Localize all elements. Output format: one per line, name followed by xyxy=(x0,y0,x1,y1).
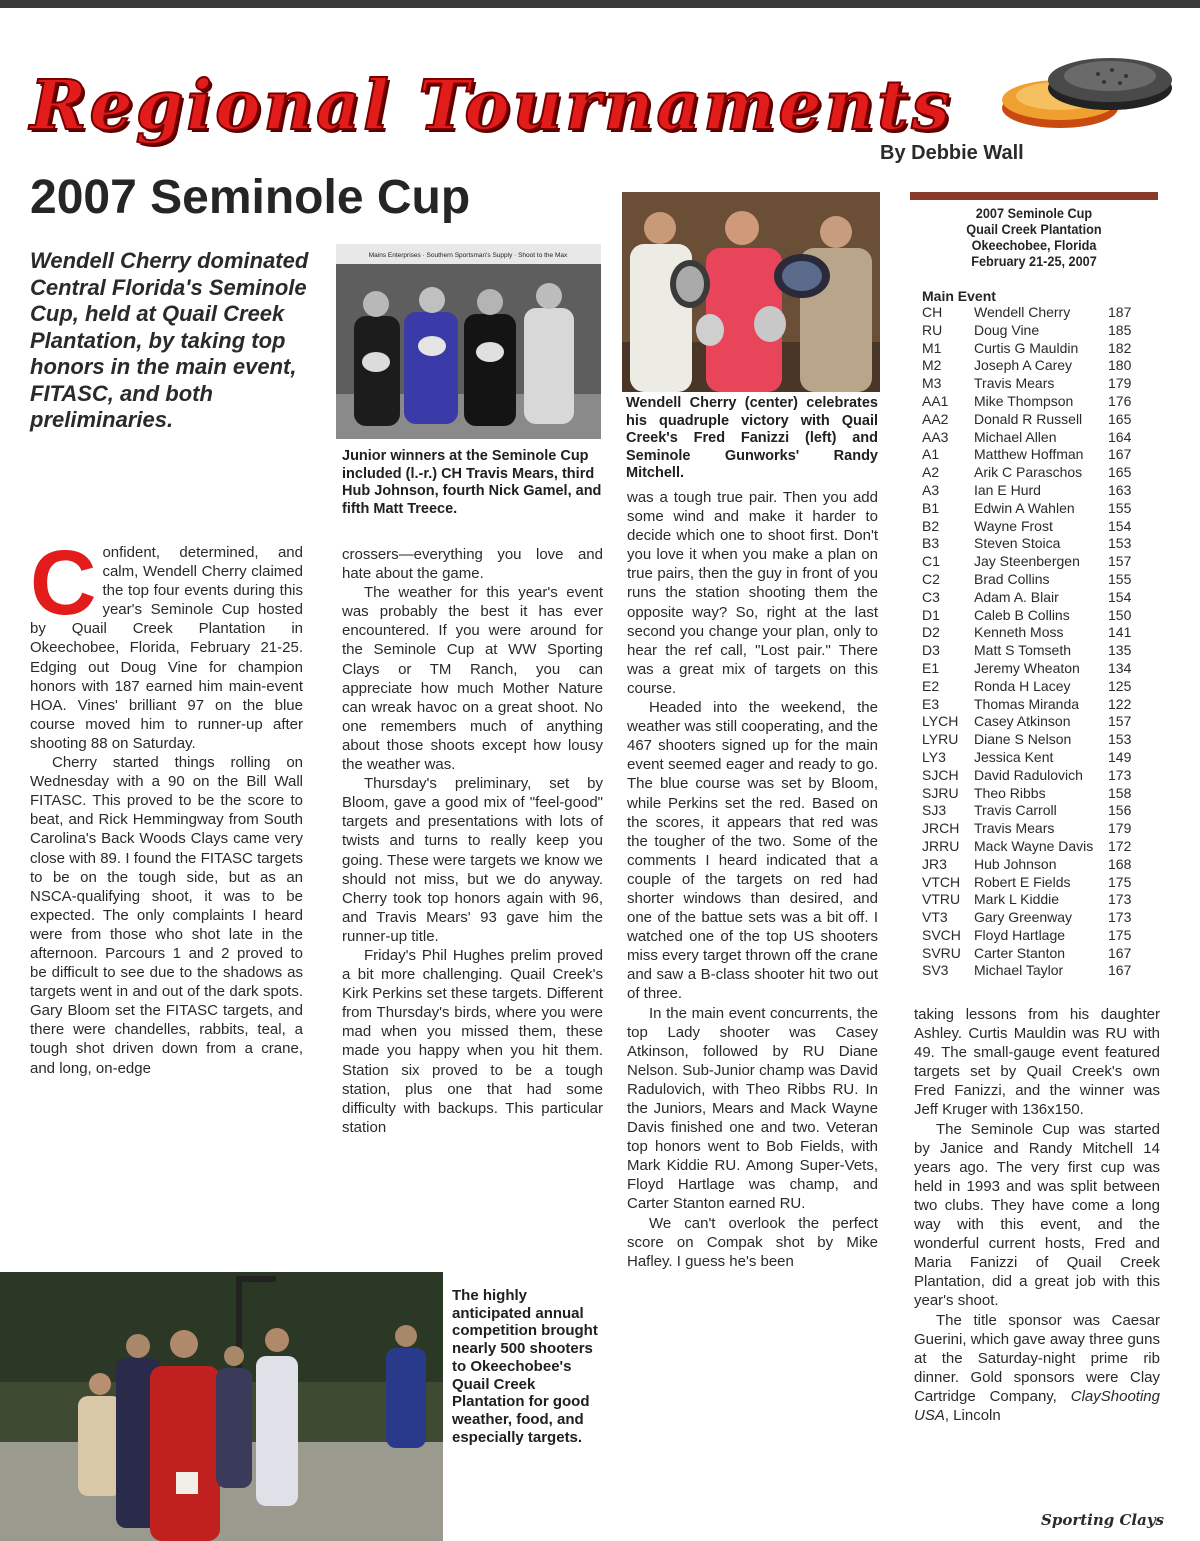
result-score: 168 xyxy=(1108,855,1132,872)
article-column-2 xyxy=(342,545,603,1137)
result-code: B2 xyxy=(922,517,940,534)
result-row xyxy=(922,802,1148,820)
result-name: Diane S Nelson xyxy=(974,731,1072,748)
result-row xyxy=(922,553,1148,571)
result-score: 173 xyxy=(1108,766,1132,783)
cherry-trophy-caption: Wendell Cherry (center) celebrates his quadruple victory with Quail Creek's Fred Fanizzi (left) and Seminole Gunworks' Randy Mitchell. xyxy=(626,395,878,481)
result-row xyxy=(922,589,1148,607)
result-code: E2 xyxy=(922,677,940,694)
result-name: Ian E Hurd xyxy=(974,481,1041,498)
article-headline: 2007 Seminole Cup xyxy=(30,171,471,224)
result-name: Mike Thompson xyxy=(974,392,1074,409)
result-row xyxy=(922,429,1148,447)
result-score: 153 xyxy=(1108,731,1132,748)
result-code: JRRU xyxy=(922,837,960,854)
result-code: M3 xyxy=(922,375,942,392)
article-paragraph: was a tough true pair. Then you add some wind and make it harder to decide which one to shoot first. Don't you love it when you make a plan on true pairs, then the guy in front of you runs the station shooting them the opposite way? So, right at the last second you change your plan, only to hear the ref call, "Lost pair." There was a great mix of targets on this course. xyxy=(627,489,878,697)
clay-targets-icon xyxy=(990,30,1180,140)
result-code: C2 xyxy=(922,570,940,587)
result-row xyxy=(922,785,1148,803)
result-row xyxy=(922,535,1148,553)
article-paragraph: The title sponsor was Caesar Guerini, which gave away three guns at the Saturday-night prime rib dinner. Gold sponsors were Clay Cartridge Company, ClayShooting USA, Lincoln xyxy=(914,1311,1160,1424)
result-score: 180 xyxy=(1108,357,1132,374)
result-code: E3 xyxy=(922,695,940,712)
section-masthead: Regional Tournaments xyxy=(30,66,953,146)
result-name: Hub Johnson xyxy=(974,855,1057,872)
result-score: 167 xyxy=(1108,446,1132,463)
result-code: AA1 xyxy=(922,392,949,409)
result-name: Jeremy Wheaton xyxy=(974,659,1080,676)
magazine-footer: Sporting Clays xyxy=(1041,1511,1164,1529)
result-code: SVRU xyxy=(922,944,961,961)
result-name: Arik C Paraschos xyxy=(974,464,1083,481)
article-paragraph: The weather for this year's event was probably the best it has ever encountered. If you were around for the Seminole Cup at WW Sporting Clays or TM Ranch, you can appreciate how much Mother Nature can wreak havoc on a great shoot. No one remembers much of anything about those shoots except how lousy the weather was. xyxy=(342,584,603,774)
article-column-1 xyxy=(30,532,303,1078)
result-name: Mark L Kiddie xyxy=(974,891,1060,908)
result-score: 185 xyxy=(1108,321,1132,338)
result-code: VTRU xyxy=(922,891,961,908)
result-score: 163 xyxy=(1108,481,1132,498)
result-row xyxy=(922,464,1148,482)
result-code: AA3 xyxy=(922,428,949,445)
result-row xyxy=(922,678,1148,696)
result-code: E1 xyxy=(922,659,940,676)
result-row xyxy=(922,340,1148,358)
result-row xyxy=(922,446,1148,464)
result-score: 149 xyxy=(1108,748,1132,765)
result-row xyxy=(922,838,1148,856)
result-score: 125 xyxy=(1108,677,1132,694)
result-row xyxy=(922,357,1148,375)
result-row xyxy=(922,909,1148,927)
result-score: 167 xyxy=(1108,962,1132,979)
result-name: Jessica Kent xyxy=(974,748,1054,765)
crowd-caption: The highly anticipated annual competition brought nearly 500 shooters to Okeechobee's Quail Creek Plantation for good weather, food, and especially targets. xyxy=(452,1287,598,1446)
result-name: Robert E Fields xyxy=(974,873,1071,890)
article-paragraph: Friday's Phil Hughes prelim proved a bit more challenging. Quail Creek's Kirk Perkins set these targets. Different from Thursday's birds, where you were mad when you missed them, these made you happy when you hit them. Station six proved to be a tough station, plus one that had some difficulty with backups. This particular station xyxy=(342,946,603,1136)
result-score: 154 xyxy=(1108,588,1132,605)
result-code: JR3 xyxy=(922,855,947,872)
result-name: Kenneth Moss xyxy=(974,624,1064,641)
result-row xyxy=(922,927,1148,945)
result-name: Casey Atkinson xyxy=(974,713,1071,730)
result-row xyxy=(922,322,1148,340)
result-score: 150 xyxy=(1108,606,1132,623)
junior-winners-photo xyxy=(336,244,601,439)
result-row xyxy=(922,518,1148,536)
result-score: 165 xyxy=(1108,464,1132,481)
shooters-crowd-photo xyxy=(0,1272,443,1541)
result-row xyxy=(922,820,1148,838)
result-code: SVCH xyxy=(922,926,961,943)
junior-winners-caption: Junior winners at the Seminole Cup included (l.-r.) CH Travis Mears, third Hub Johnson, fourth Nick Gamel, and fifth Matt Treece. xyxy=(342,448,602,517)
result-name: Caleb B Collins xyxy=(974,606,1070,623)
result-code: C3 xyxy=(922,588,940,605)
article-paragraph: Cherry started things rolling on Wednesday with a 90 on the Bill Wall FITASC. This proved to be the score to beat, and Rick Hemmingway from South Carolina's Back Woods Clays came very close with 89. I found the FITASC targets to be on the tough side, but as an NSCA-qualifying shoot, it was to be expected. The only complaints I heard were from those who shot late in the afternoon. Parcours 1 and 2 proved to be difficult to see due to the shadows as targets went in and out of the dark spots. Gary Bloom set the FITASC targets, and there were chandelles, rabbits, teal, a tough shot driven down from a crane, and long, on-edge xyxy=(30,754,303,1077)
result-code: SJ3 xyxy=(922,802,947,819)
article-deck: Wendell Cherry dominated Central Florida's Seminole Cup, held at Quail Creek Plantation, by taking top honors in the main event, FITASC, and both preliminaries. xyxy=(30,248,309,432)
results-sidebar xyxy=(910,192,1158,980)
result-score: 173 xyxy=(1108,891,1132,908)
result-name: Steven Stoica xyxy=(974,535,1061,552)
result-score: 164 xyxy=(1108,428,1132,445)
result-code: LY3 xyxy=(922,748,946,765)
result-row xyxy=(922,945,1148,963)
result-code: SJRU xyxy=(922,784,959,801)
result-row xyxy=(922,696,1148,714)
result-score: 155 xyxy=(1108,570,1132,587)
result-row xyxy=(922,304,1148,322)
result-name: Curtis G Mauldin xyxy=(974,339,1079,356)
result-score: 122 xyxy=(1108,695,1132,712)
result-row xyxy=(922,500,1148,518)
sidebar-top-rule xyxy=(910,192,1158,200)
result-name: Adam A. Blair xyxy=(974,588,1059,605)
result-name: Edwin A Wahlen xyxy=(974,499,1075,516)
result-row xyxy=(922,482,1148,500)
result-code: VT3 xyxy=(922,909,948,926)
result-code: LYRU xyxy=(922,731,959,748)
article-paragraph: Headed into the weekend, the weather was still cooperating, and the 467 shooters signed up for the main event seemed eager and ready to go. The blue course was set by Bloom, while Perkins set the red. Based on the scores, it appears that red was the tougher of the two. Some of the comments I heard indicated that a couple of the targets on red had shorter windows than desired, and one of the battue sets was a bit off. I watched one of the top US shooters miss every target thrown off the crane and saw a B-class shooter hit two out of three. xyxy=(627,699,878,1003)
result-row xyxy=(922,891,1148,909)
result-score: 165 xyxy=(1108,410,1132,427)
article-column-4 xyxy=(914,1005,1160,1425)
photo-banner-text: Mains Enterprises · Southern Sportsman's Supply · Shoot to the Max xyxy=(368,252,568,259)
result-score: 157 xyxy=(1108,713,1132,730)
result-code: A2 xyxy=(922,464,940,481)
result-code: A3 xyxy=(922,481,940,498)
result-score: 157 xyxy=(1108,553,1132,570)
result-name: David Radulovich xyxy=(974,766,1083,783)
result-name: Matt S Tomseth xyxy=(974,642,1072,659)
result-score: 182 xyxy=(1108,339,1132,356)
result-row xyxy=(922,411,1148,429)
result-score: 156 xyxy=(1108,802,1132,819)
result-row xyxy=(922,962,1148,980)
result-name: Travis Mears xyxy=(974,820,1055,837)
result-name: Gary Greenway xyxy=(974,909,1073,926)
article-paragraph: Confident, determined, and calm, Wendell Cherry claimed the top four events during this year's Seminole Cup hosted by Quail Creek Plantation in Okeechobee, Florida, February 21-25. Edging out Doug Vine for champion honors with 187 earned him main-event HOA. Vines' brilliant 97 on the blue course moved him to runner-up after shooting 88 on Saturday. xyxy=(30,532,303,752)
result-code: D2 xyxy=(922,624,940,641)
byline: By Debbie Wall xyxy=(880,142,1024,164)
result-row xyxy=(922,393,1148,411)
result-name: Matthew Hoffman xyxy=(974,446,1084,463)
result-score: 154 xyxy=(1108,517,1132,534)
result-code: M2 xyxy=(922,357,942,374)
result-row xyxy=(922,642,1148,660)
result-code: VTCH xyxy=(922,873,961,890)
article-paragraph: Thursday's preliminary, set by Bloom, gave a good mix of "feel-good" targets and presentations with lots of twists and turns to really keep you going. These were targets we know we should not miss, but we do anyway. Cherry took top honors again with 96, and Travis Mears' 93 gave him the runner-up title. xyxy=(342,775,603,945)
result-score: 135 xyxy=(1108,642,1132,659)
article-paragraph: We can't overlook the perfect score on Compak shot by Mike Hafley. I guess he's been xyxy=(627,1214,878,1270)
result-code: LYCH xyxy=(922,713,959,730)
magazine-title: ClayShooting USA xyxy=(914,1387,1160,1424)
result-code: JRCH xyxy=(922,820,960,837)
result-row xyxy=(922,856,1148,874)
result-name: Floyd Hartlage xyxy=(974,926,1066,943)
result-row xyxy=(922,624,1148,642)
sidebar-heading: 2007 Seminole Cup Quail Creek Plantation Okeechobee, Florida February 21-25, 2007 xyxy=(966,206,1102,269)
article-column-3 xyxy=(627,488,878,1271)
result-name: Jay Steenbergen xyxy=(974,553,1080,570)
result-code: D3 xyxy=(922,642,940,659)
result-score: 141 xyxy=(1108,624,1132,641)
result-code: SV3 xyxy=(922,962,949,979)
article-paragraph: taking lessons from his daughter Ashley. Curtis Mauldin was RU with 49. The small-gauge event featured targets set by Quail Creek's own Fred Fanizzi, and the winner was Jeff Kruger with 136x150. xyxy=(914,1006,1160,1119)
result-code: CH xyxy=(922,304,943,320)
result-code: AA2 xyxy=(922,410,949,427)
result-row xyxy=(922,660,1148,678)
result-row xyxy=(922,713,1148,731)
result-name: Wayne Frost xyxy=(974,517,1053,534)
result-name: Mack Wayne Davis xyxy=(974,837,1094,854)
result-name: Joseph A Carey xyxy=(974,357,1073,374)
result-code: D1 xyxy=(922,606,940,623)
result-name: Travis Mears xyxy=(974,375,1055,392)
result-code: B1 xyxy=(922,499,940,516)
result-score: 158 xyxy=(1108,784,1132,801)
result-name: Carter Stanton xyxy=(974,944,1066,961)
result-row xyxy=(922,571,1148,589)
result-name: Theo Ribbs xyxy=(974,784,1046,801)
result-score: 175 xyxy=(1108,926,1132,943)
result-code: M1 xyxy=(922,339,942,356)
result-score: 175 xyxy=(1108,873,1132,890)
result-score: 173 xyxy=(1108,909,1132,926)
result-row xyxy=(922,731,1148,749)
result-score: 176 xyxy=(1108,392,1132,409)
sidebar-section-title: Main Event xyxy=(922,288,996,304)
top-rule xyxy=(0,0,1200,8)
result-score: 155 xyxy=(1108,499,1132,516)
result-name: Donald R Russell xyxy=(974,410,1083,427)
result-row xyxy=(922,375,1148,393)
cherry-trophy-photo xyxy=(622,192,880,392)
result-score: 134 xyxy=(1108,659,1132,676)
result-row xyxy=(922,767,1148,785)
result-code: C1 xyxy=(922,553,940,570)
result-name: Michael Allen xyxy=(974,428,1057,445)
result-score: 179 xyxy=(1108,375,1132,392)
result-score: 187 xyxy=(1108,304,1132,320)
result-score: 153 xyxy=(1108,535,1132,552)
result-score: 172 xyxy=(1108,837,1132,854)
article-paragraph: The Seminole Cup was started by Janice and Randy Mitchell 14 years ago. The very first cup was held in 1993 and was split between two clubs. They have come a long way with this event, and the wonderful current hosts, Fred and Maria Fanizzi of Quail Creek Plantation, did a great job with this year's shoot. xyxy=(914,1120,1160,1310)
result-name: Doug Vine xyxy=(974,321,1040,338)
result-name: Michael Taylor xyxy=(974,962,1064,979)
result-row xyxy=(922,607,1148,625)
result-code: RU xyxy=(922,321,943,338)
result-name: Wendell Cherry xyxy=(974,304,1071,320)
result-row xyxy=(922,749,1148,767)
result-code: A1 xyxy=(922,446,940,463)
result-code: B3 xyxy=(922,535,940,552)
result-name: Brad Collins xyxy=(974,570,1050,587)
result-score: 167 xyxy=(1108,944,1132,961)
result-name: Thomas Miranda xyxy=(974,695,1080,712)
article-paragraph: In the main event concurrents, the top Lady shooter was Casey Atkinson, followed by RU Diane Nelson. Sub-Junior champ was David Radulovich, with Theo Ribbs RU. In the Juniors, Mears and Mack Wayne Davis finished one and two. Veteran top honors went to Bob Fields, with Mark Kiddie RU. Among Super-Vets, Floyd Hartlage was champ, and Carter Stanton earned RU. xyxy=(627,1004,878,1213)
result-code: SJCH xyxy=(922,766,959,783)
result-score: 179 xyxy=(1108,820,1132,837)
result-name: Ronda H Lacey xyxy=(974,677,1071,694)
drop-cap: C xyxy=(30,532,97,634)
article-paragraph: crossers—everything you love and hate about the game. xyxy=(342,546,603,583)
result-name: Travis Carroll xyxy=(974,802,1057,819)
result-row xyxy=(922,874,1148,892)
results-table xyxy=(922,304,1148,980)
